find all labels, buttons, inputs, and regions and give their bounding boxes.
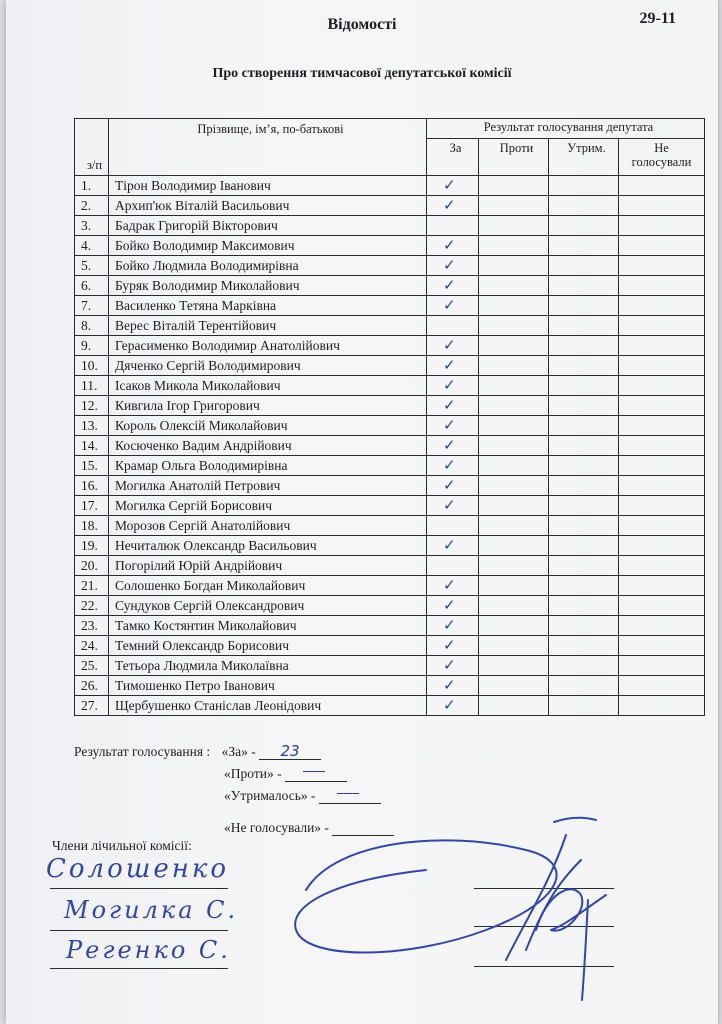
signature-right — [536, 889, 606, 1000]
check-mark-icon: ✓ — [443, 436, 456, 454]
row-number: 2. — [75, 196, 109, 216]
check-mark-icon: ✓ — [443, 676, 456, 694]
summary-label: Результат голосування : — [74, 744, 211, 759]
row-number: 12. — [75, 396, 109, 416]
row-number: 26. — [75, 676, 109, 696]
check-mark-icon: ✓ — [443, 296, 456, 314]
check-mark-icon: ✓ — [443, 636, 456, 654]
check-mark-icon: ✓ — [443, 596, 456, 614]
row-deputy-name: Верес Віталій Терентійович — [109, 316, 427, 336]
check-mark-icon: ✓ — [443, 476, 456, 494]
row-deputy-name: Сундуков Сергій Олександрович — [109, 596, 427, 616]
header-utrym: Утрим. — [549, 139, 619, 176]
row-number: 8. — [75, 316, 109, 336]
check-mark-icon: ✓ — [443, 576, 456, 594]
row-deputy-name: Погорілий Юрій Андрійович — [109, 556, 427, 576]
header-za: За — [427, 139, 479, 176]
row-number: 13. — [75, 416, 109, 436]
row-number: 18. — [75, 516, 109, 536]
row-deputy-name: Крамар Ольга Володимирівна — [109, 456, 427, 476]
check-mark-icon: ✓ — [443, 496, 456, 514]
check-mark-icon: ✓ — [443, 656, 456, 674]
row-number: 25. — [75, 656, 109, 676]
check-mark-icon: ✓ — [443, 376, 456, 394]
header-name: Прізвище, ім’я, по-батькові — [109, 119, 427, 176]
row-deputy-name: Бадрак Григорій Вікторович — [109, 216, 427, 236]
commission-label: Члени лічильної комісії: — [52, 838, 192, 853]
row-deputy-name: Василенко Тетяна Марківна — [109, 296, 427, 316]
row-number: 22. — [75, 596, 109, 616]
row-number: 19. — [75, 536, 109, 556]
row-deputy-name: Бойко Людмила Володимирівна — [109, 256, 427, 276]
check-mark-icon: ✓ — [443, 696, 456, 714]
check-mark-icon: ✓ — [443, 456, 456, 474]
row-number: 1. — [75, 176, 109, 196]
check-mark-icon: ✓ — [443, 336, 456, 354]
row-deputy-name: Тетьора Людмила Миколаївна — [109, 656, 427, 676]
row-number: 6. — [75, 276, 109, 296]
row-number: 24. — [75, 636, 109, 656]
row-number: 16. — [75, 476, 109, 496]
document-sheet — [6, 0, 718, 1024]
row-deputy-name: Нечиталюк Олександр Васильович — [109, 536, 427, 556]
row-number: 17. — [75, 496, 109, 516]
row-deputy-name: Могилка Анатолій Петрович — [109, 476, 427, 496]
row-deputy-name: Бойко Володимир Максимович — [109, 236, 427, 256]
check-mark-icon: ✓ — [443, 536, 456, 554]
commission-member-1: Солошенко — [46, 854, 230, 884]
row-deputy-name: Могилка Сергій Борисович — [109, 496, 427, 516]
row-deputy-name: Дяченко Сергій Володимирович — [109, 356, 427, 376]
summary-za-label: «За» - — [221, 744, 256, 759]
row-number: 10. — [75, 356, 109, 376]
check-mark-icon: ✓ — [443, 176, 456, 194]
commission-member-2: Могилка С. — [64, 896, 239, 924]
check-mark-icon: ✓ — [443, 616, 456, 634]
row-deputy-name: Король Олексій Миколайович — [109, 416, 427, 436]
handwritten-signatures — [6, 0, 718, 1024]
row-deputy-name: Кивгила Ігор Григорович — [109, 396, 427, 416]
row-number: 23. — [75, 616, 109, 636]
summary-utrym-label: «Утрималось» - — [224, 788, 316, 803]
header-result: Результат голосування депутата — [427, 119, 705, 139]
document-number: 29-11 — [639, 10, 676, 27]
header-ne-line-1: Не — [654, 141, 669, 155]
row-deputy-name: Морозов Сергій Анатолійович — [109, 516, 427, 536]
summary-za-value: 23 — [259, 744, 321, 760]
row-number: 9. — [75, 336, 109, 356]
check-mark-icon: ✓ — [443, 276, 456, 294]
row-number: 15. — [75, 456, 109, 476]
row-number: 7. — [75, 296, 109, 316]
header-proty: Проти — [479, 139, 549, 176]
check-mark-icon: ✓ — [443, 236, 456, 254]
row-deputy-name: Косюченко Вадим Андрійович — [109, 436, 427, 456]
header-ne-line-2: голосували — [631, 155, 692, 169]
row-number: 5. — [75, 256, 109, 276]
row-deputy-name: Архип'юк Віталій Васильович — [109, 196, 427, 216]
check-mark-icon: ✓ — [443, 256, 456, 274]
row-number: 4. — [75, 236, 109, 256]
check-mark-icon: ✓ — [443, 196, 456, 214]
row-deputy-name: Тамко Костянтин Миколайович — [109, 616, 427, 636]
check-mark-icon: ✓ — [443, 356, 456, 374]
summary-ne-label: «Не голосували» - — [224, 820, 329, 835]
row-number: 21. — [75, 576, 109, 596]
header-number: з/п — [75, 119, 109, 176]
summary-proty-label: «Проти» - — [224, 766, 282, 781]
row-number: 27. — [75, 696, 109, 716]
commission-member-3: Регенко С. — [66, 936, 231, 964]
row-number: 14. — [75, 436, 109, 456]
document-title: Відомості — [327, 16, 397, 33]
row-deputy-name: Герасименко Володимир Анатолійович — [109, 336, 427, 356]
row-deputy-name: Щербушенко Станіслав Леонідович — [109, 696, 427, 716]
document-subtitle: Про створення тимчасової депутатської комісії — [212, 66, 512, 81]
row-number: 11. — [75, 376, 109, 396]
row-deputy-name: Буряк Володимир Миколайович — [109, 276, 427, 296]
row-deputy-name: Ісаков Микола Миколайович — [109, 376, 427, 396]
row-number: 3. — [75, 216, 109, 236]
check-mark-icon: ✓ — [443, 416, 456, 434]
row-deputy-name: Тимошенко Петро Іванович — [109, 676, 427, 696]
row-number: 20. — [75, 556, 109, 576]
signature-loop — [295, 840, 556, 952]
check-mark-icon: ✓ — [443, 396, 456, 414]
row-deputy-name: Темний Олександр Борисович — [109, 636, 427, 656]
row-deputy-name: Тірон Володимир Іванович — [109, 176, 427, 196]
row-deputy-name: Солошенко Богдан Миколайович — [109, 576, 427, 596]
